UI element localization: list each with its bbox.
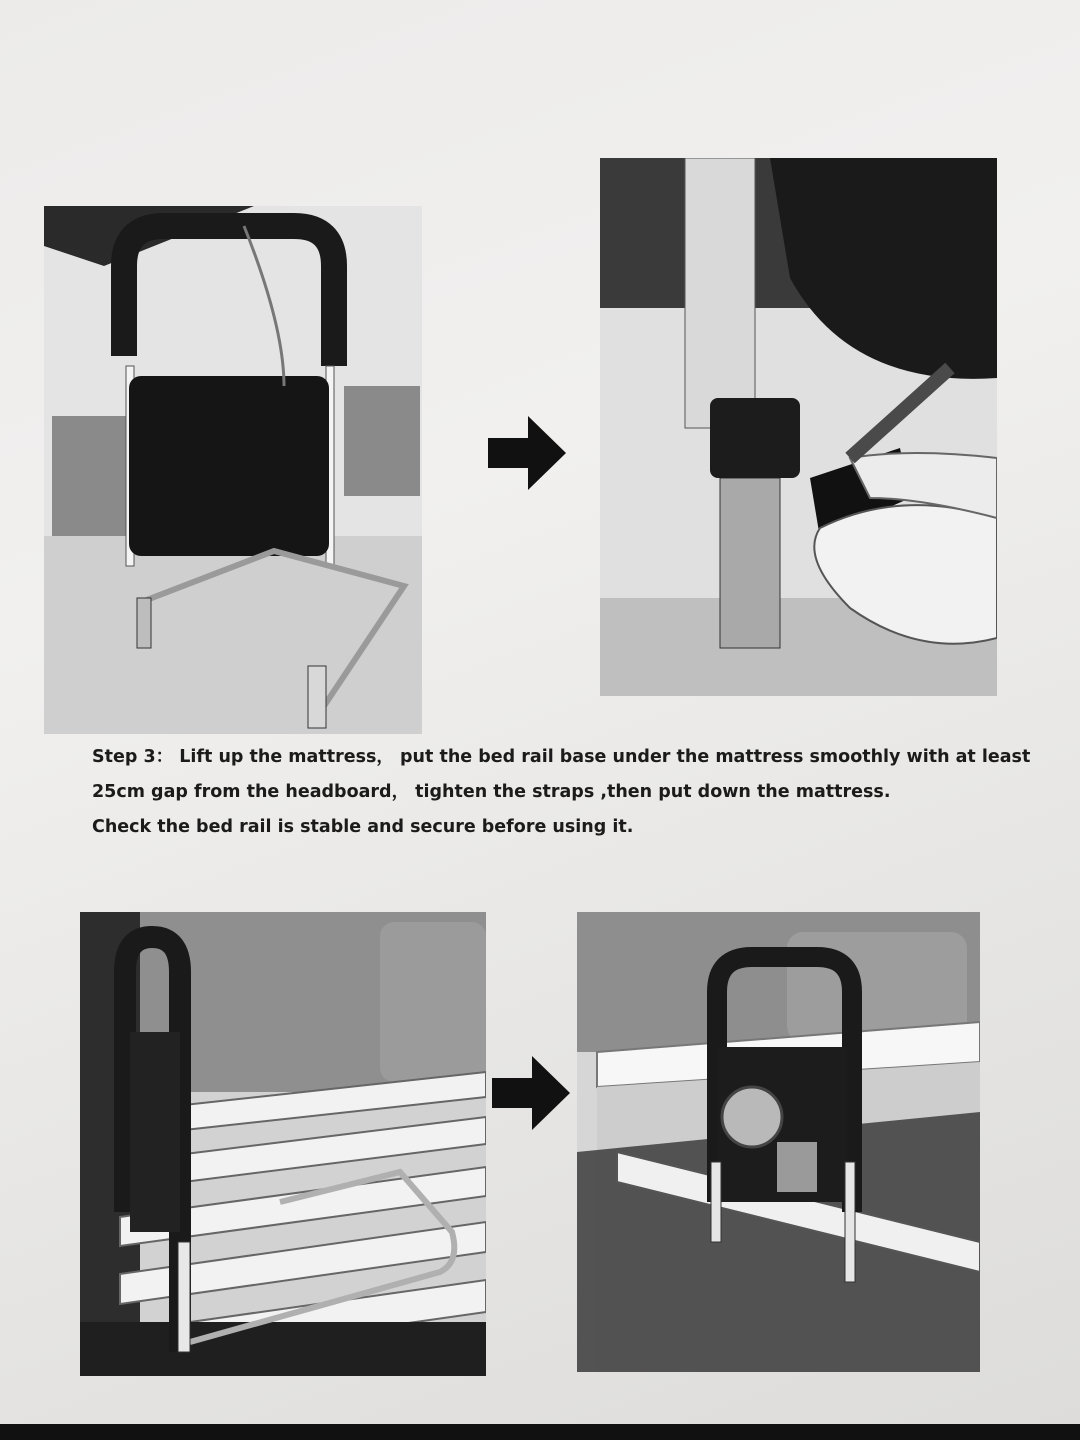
- right-arrow-icon: [492, 1056, 570, 1130]
- bed-rail-base-on-slats-photo: [80, 912, 486, 1376]
- page-bottom-shadow: [0, 1424, 1080, 1440]
- instruction-line-1: Step 3： Lift up the mattress， put the bed rail base under the mattress smoothly with at least: [92, 747, 1031, 767]
- instruction-line-2: 25cm gap from the headboard， tighten the straps ,then put down the mattress.: [92, 782, 891, 802]
- bed-rail-installed-photo: [577, 912, 980, 1372]
- bed-rail-assembled-photo: [44, 206, 422, 734]
- instruction-line-3: Check the bed rail is stable and secure before using it.: [92, 817, 634, 837]
- strap-tightening-photo: [600, 158, 997, 696]
- step-3-instructions: [92, 740, 1031, 845]
- right-arrow-icon: [488, 416, 566, 490]
